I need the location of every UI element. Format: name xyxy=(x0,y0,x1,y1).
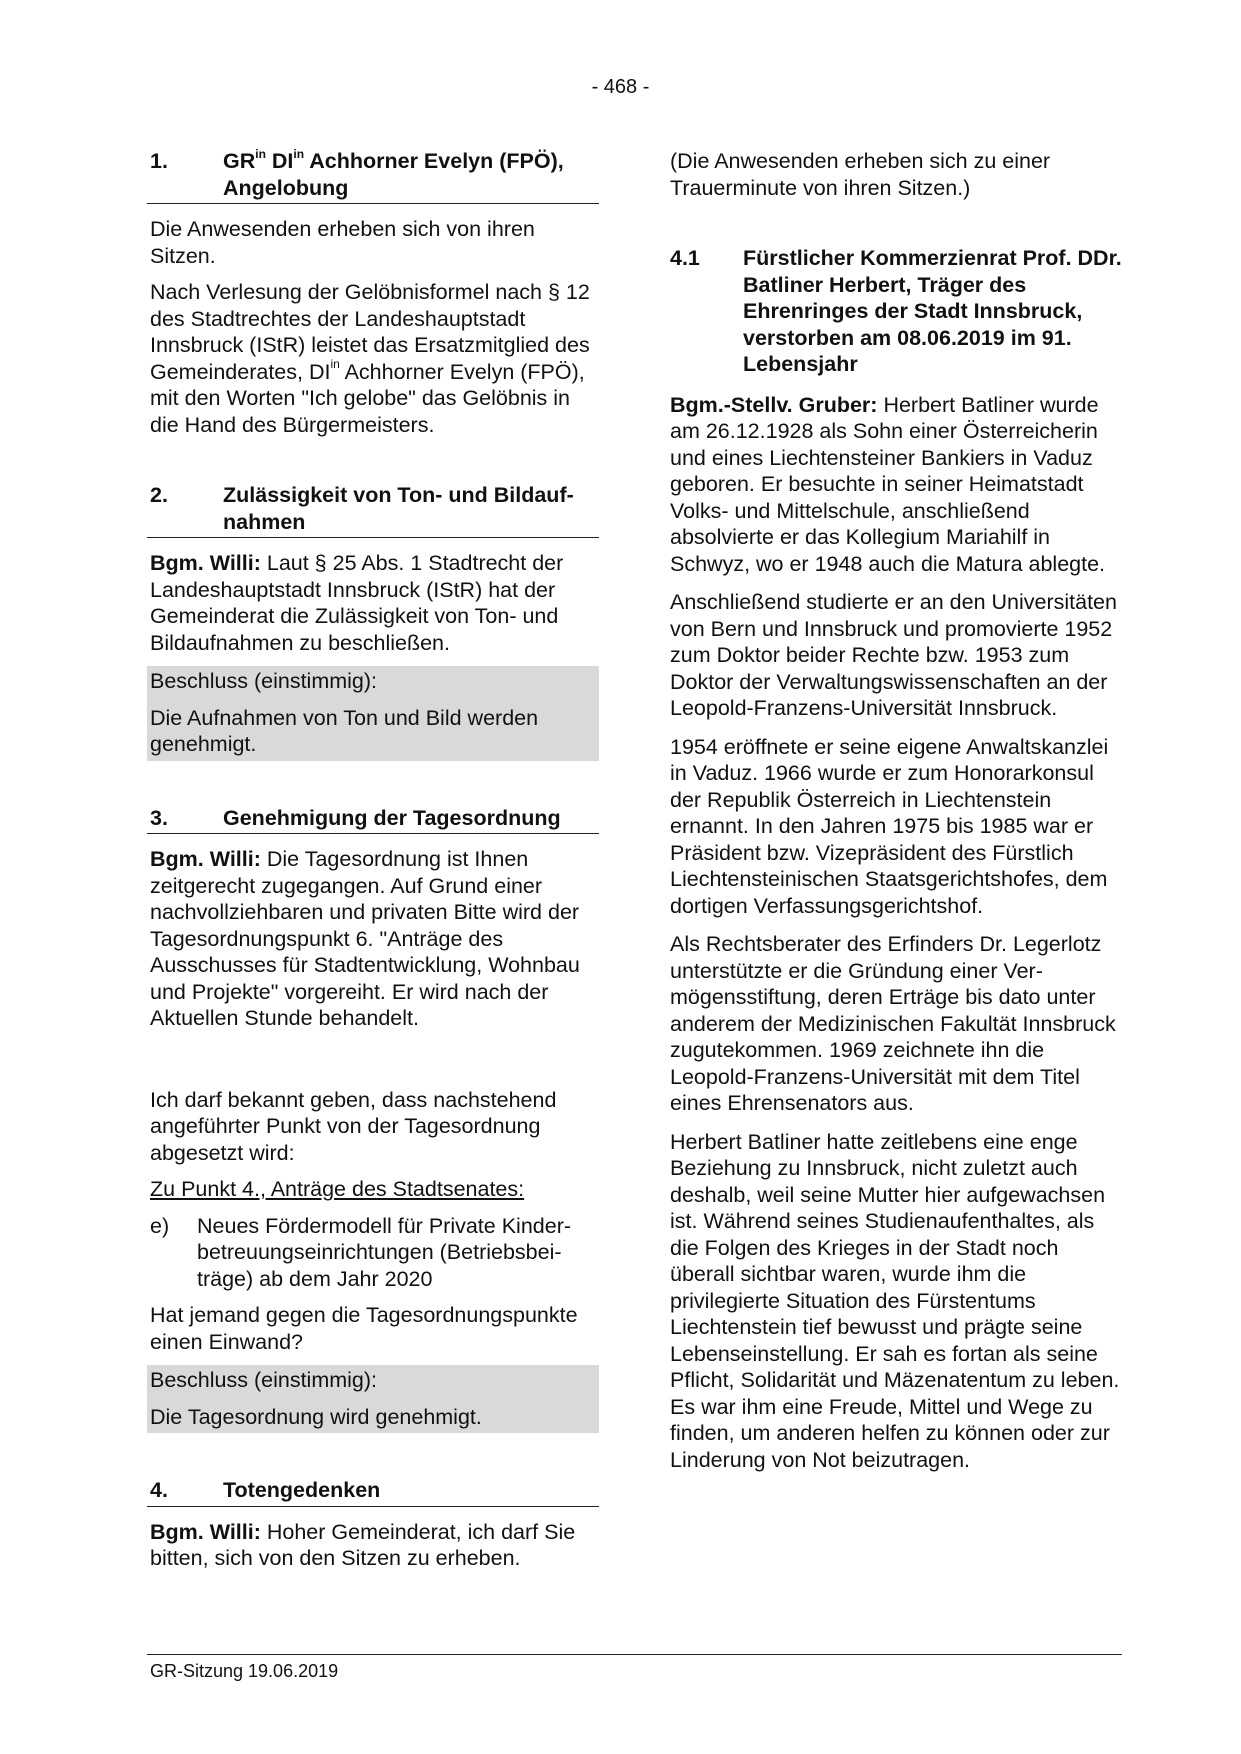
section-2-heading xyxy=(147,482,599,538)
decision-text: Die Aufnahmen von Ton und Bild werden genehmigt. xyxy=(150,705,539,756)
footer-divider xyxy=(147,1654,1122,1655)
right-column xyxy=(667,148,1122,1473)
paragraph: Ich darf bekannt geben, dass nachstehend angeführter Punkt von der Tagesordnung abgesetzt wird: xyxy=(150,1087,557,1165)
text-run: Hoher Gemeinderat, ich darf Sie bitten, sich von den Sitzen zu erheben. xyxy=(150,1519,576,1570)
left-column xyxy=(147,148,599,1572)
paragraph xyxy=(147,846,599,1032)
text-run: Achhorner Evelyn (FPÖ), mit den Worten "Ich gelobe" das Gelöbnis in die Hand des Bürgermeisters. xyxy=(150,359,585,437)
speaker: Bgm. Willi: xyxy=(150,551,261,575)
paragraph: Hat jemand gegen die Tagesordnungspunkte einen Einwand? xyxy=(150,1303,578,1354)
section-number: 3. xyxy=(150,805,168,830)
underlined-heading: Zu Punkt 4., Anträge des Stadtsenates: xyxy=(150,1177,525,1201)
section-number: 2. xyxy=(150,483,168,507)
superscript: in xyxy=(255,146,266,161)
decision-text: Die Tagesordnung wird genehmigt. xyxy=(150,1404,482,1429)
list-text: Neues Fördermodell für Private Kinderbetreuungseinrichtungen (Betriebsbeiträge) ab dem Jahr 2020 xyxy=(197,1213,572,1291)
decision-label: Beschluss (einstimmig): xyxy=(150,1368,377,1392)
section-title: Totengedenken xyxy=(223,1478,381,1502)
section-title: Genehmigung der Tagesordnung xyxy=(223,805,561,830)
speaker: Bgm. Willi: xyxy=(150,1519,261,1544)
paragraph: Herbert Batliner hatte zeitlebens eine enge Beziehung zu Innsbruck, nicht zuletzt auch deshalb, weil seine Mutter hier aufgewachsen ist. Während seines Studienaufenthaltes, als die Folgen des Krieges in der Stadt noch überall sichtbar waren, wurde ihm die privilegierte Situation des Fürstentums Liechtenstein tief bewusst und prägte seine Lebenseinstellung. Er sah es fortan als seine Pflicht, Solidarität und Mäzenatentum zu leben. Es war ihm eine Freude, Mittel und Wege zu finden, um anderen helfen zu können oder zur Linderung von Not beizutragen. xyxy=(670,1129,1120,1472)
decision-box xyxy=(147,1365,599,1433)
section-title xyxy=(223,148,599,201)
text-run: Nach Verlesung der Gelöbnisformel nach § 12 des Stadtrechtes der Landeshauptstadt Innsbruck (IStR) leistet das Ersatzmitglied des Gemeinderates, DI xyxy=(150,280,590,384)
superscript: in xyxy=(293,146,305,161)
paragraph xyxy=(667,392,1122,578)
page-number: - 468 - xyxy=(591,76,650,98)
paragraph: 1954 eröffnete er seine eigene Anwaltskanzlei in Vaduz. 1966 wurde er zum Honorarkonsul der Republik Österreich in Liechtenstein ernannt. In den Jahren 1975 bis 1985 war er Präsident bzw. Vizepräsident des Fürstlich Liechtensteinischen Staatsgerichtshofes, dem dortigen Verfassungsgerichtshof. xyxy=(670,734,1109,918)
text-run: Herbert Batliner wurde am 26.12.1928 als Sohn einer Österreicherin und eines Liechtensteiner Bankiers in Vaduz geboren. Er besuchte in seiner Heimatstadt Volks- und Mittelschule, anschließend absolvierte er das Kollegium Mariahilf in Schwyz, wo er 1948 auch die Matura ablegte. xyxy=(670,392,1106,576)
section-4-1-heading xyxy=(667,245,1122,380)
section-number: 4. xyxy=(150,1478,168,1502)
section-title: Fürstlicher Kommerzienrat Prof. DDr. Batliner Herbert, Träger des Ehrenringes der Stadt Innsbruck, verstorben am 08.06.2019 im 91. Lebensjahr xyxy=(743,246,1122,376)
paragraph: Anschließend studierte er an den Universitäten von Bern und Innsbruck und promovierte 1952 zum Doktor beider Rechte bzw. 1953 zum Doktor der Verwaltungswissenschaften an der Leopold-Franzens-Universität Innsbruck. xyxy=(670,590,1117,720)
section-1-heading xyxy=(147,148,599,204)
title-part: DI xyxy=(265,149,294,173)
section-number: 4.1 xyxy=(670,246,700,270)
paragraph xyxy=(147,279,599,438)
paragraph: (Die Anwesenden erheben sich zu einer Trauerminute von ihren Sitzen.) xyxy=(670,149,1051,200)
decision-label: Beschluss (einstimmig): xyxy=(150,669,377,693)
speaker: Bgm. Willi: xyxy=(150,847,261,871)
paragraph: Als Rechtsberater des Erfinders Dr. Legerlotz unterstützte er die Gründung einer Vermögensstiftung, deren Erträge bis dato unter anderem der Medizinischen Fakultät Innsbruck zugutekommen. 1969 zeichnete ihn die Leopold-Franzens-Universität mit dem Titel eines Ehrensenators aus. xyxy=(670,932,1116,1115)
list-item xyxy=(147,1213,599,1293)
paragraph xyxy=(147,1519,599,1572)
section-title: Zulässigkeit von Ton- und Bildaufnahmen xyxy=(223,483,574,534)
title-part: Achhorner Evelyn (FPÖ), Angelobung xyxy=(223,149,564,200)
paragraph: Die Anwesenden erheben sich von ihren Sitzen. xyxy=(150,217,535,268)
superscript: in xyxy=(330,357,340,372)
section-4-heading xyxy=(147,1477,599,1507)
list-label: e) xyxy=(150,1213,170,1238)
text-run: Die Tagesordnung ist Ihnen zeitgerecht zugegangen. Auf Grund einer nachvollziehbaren und privaten Bitte wird der Tagesordnungspunkt 6. "Anträge des Ausschusses für Stadtentwicklung, Wohnbau und Projekte" vorgereiht. Er wird nach der Aktuellen Stunde behandelt. xyxy=(150,847,580,1030)
title-part: GR xyxy=(223,149,256,173)
footer-text: GR-Sitzung 19.06.2019 xyxy=(150,1661,339,1681)
section-3-heading xyxy=(147,805,599,835)
text-run: Laut § 25 Abs. 1 Stadtrecht der Landeshauptstadt Innsbruck (IStR) hat der Gemeinderat die Zulässigkeit von Ton- und Bildaufnahmen zu beschließen. xyxy=(150,551,564,655)
section-number: 1. xyxy=(150,149,168,173)
decision-box xyxy=(147,666,599,761)
speaker: Bgm.-Stellv. Gruber: xyxy=(670,392,878,417)
paragraph xyxy=(147,550,599,656)
